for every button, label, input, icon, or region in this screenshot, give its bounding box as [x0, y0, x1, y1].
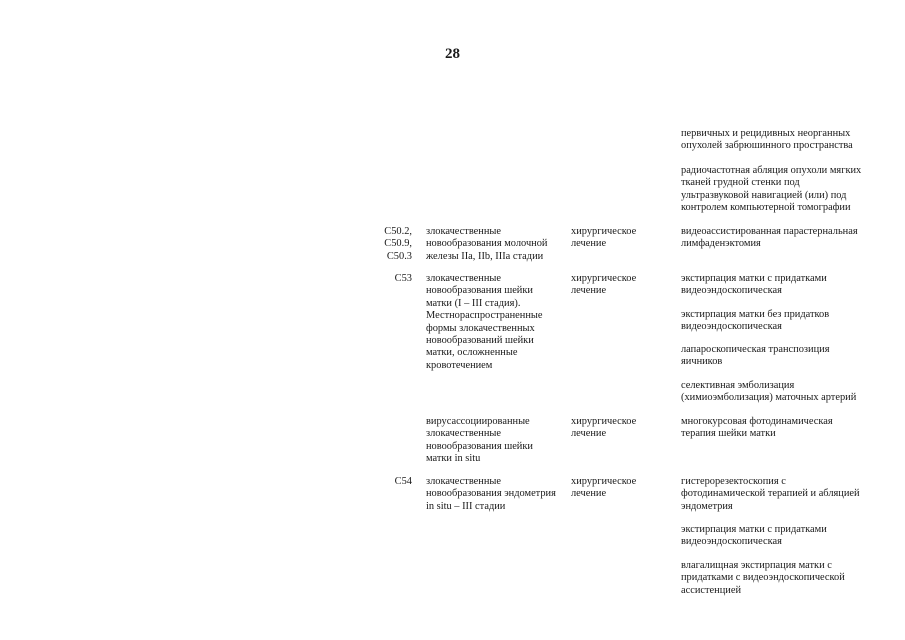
method-text: гистерорезектоскопия с фотодинамической терапией и абляцией эндометрия [681, 476, 860, 512]
diagnosis-text: злокачественные новообразования эндометрия in situ – III стадии [426, 476, 556, 512]
method-text: экстирпация матки с придатками видеоэндоскопическая [681, 273, 827, 297]
icd-code: C50.2, C50.9, C50.3 [384, 226, 412, 262]
method-text: первичных и рецидивных неорганных опухолей забрюшинного пространства [681, 128, 853, 152]
treatment-type: хирургическое лечение [571, 273, 637, 297]
treatment-type: хирургическое лечение [571, 476, 637, 500]
page-number: 28 [445, 46, 460, 62]
method-text: селективная эмболизация (химиоэмболизация) маточных артерий [681, 380, 857, 404]
method-text: экстирпация матки без придатков видеоэндоскопическая [681, 309, 830, 333]
method-text: лапароскопическая транспозиция яичников [681, 344, 830, 368]
diagnosis-text: злокачественные новообразования шейки матки (I – III стадия). Местнораспространенные формы злокачественных новообразований шейки матки, осложненные кровотечением [426, 273, 543, 371]
method-text: видеоассистированная парастернальная лимфаденэктомия [681, 226, 858, 250]
icd-code: C53 [394, 273, 412, 284]
method-text: многокурсовая фотодинамическая терапия шейки матки [681, 416, 833, 440]
treatment-type: хирургическое лечение [571, 416, 637, 440]
treatment-type: хирургическое лечение [571, 226, 637, 250]
method-text: влагалищная экстирпация матки с придатками с видеоэндоскопической ассистенцией [681, 560, 845, 596]
diagnosis-text: злокачественные новообразования молочной железы IIa, IIb, IIIa стадии [426, 226, 548, 262]
method-text: экстирпация матки с придатками видеоэндоскопическая [681, 524, 827, 548]
diagnosis-text: вирусассоциированные злокачественные новообразования шейки матки in situ [426, 416, 533, 465]
icd-code: C54 [394, 476, 412, 487]
method-text: радиочастотная абляция опухоли мягких тканей грудной стенки под ультразвуковой навигацией (или) под контролем компьютерной томографии [681, 165, 862, 214]
